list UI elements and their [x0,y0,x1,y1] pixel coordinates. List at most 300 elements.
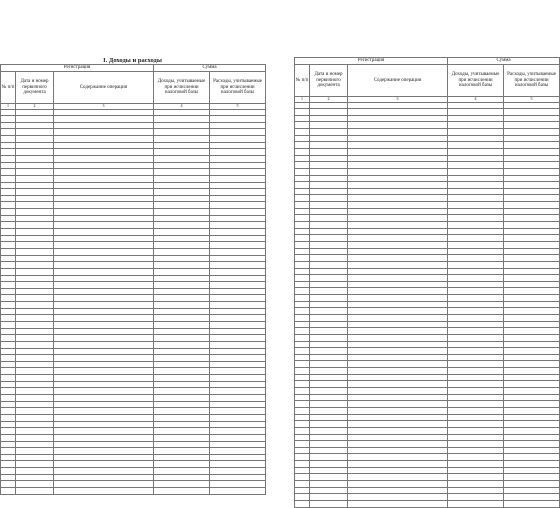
ledger-cell [504,202,560,209]
ledger-cell [54,235,154,242]
ledger-row [1,129,266,136]
ledger-cell [54,255,154,262]
ledger-cell [54,302,154,309]
ledger-cell [154,209,210,216]
ledger-cell [504,434,560,441]
ledger-cell [16,129,54,136]
ledger-cell [154,195,210,202]
ledger-cell [448,148,504,155]
ledger-cell [310,215,348,222]
ledger-cell [310,441,348,448]
ledger-cell [310,315,348,322]
ledger-cell [154,129,210,136]
ledger-cell [348,381,448,388]
ledger-cell [154,149,210,156]
ledger-cell [504,401,560,408]
ledger-row [1,109,266,116]
ledger-cell [504,122,560,129]
ledger-cell [295,275,310,282]
ledger-cell [310,295,348,302]
ledger-cell [295,467,310,474]
ledger-cell [295,268,310,275]
ledger-cell [54,229,154,236]
ledger-row [295,195,560,202]
ledger-cell [504,268,560,275]
ledger-cell [54,169,154,176]
ledger-cell [504,354,560,361]
ledger-cell [154,136,210,143]
ledger-cell [1,308,16,315]
col-number-4: 4 [448,97,504,103]
ledger-cell [504,275,560,282]
ledger-cell [54,381,154,388]
col-number-1: 1 [1,104,16,110]
ledger-cell [310,374,348,381]
ledger-cell [295,122,310,129]
ledger-cell [54,268,154,275]
ledger-row [295,315,560,322]
ledger-cell [448,129,504,136]
ledger-cell [448,434,504,441]
ledger-cell [295,228,310,235]
ledger-row [1,448,266,455]
ledger-cell [448,275,504,282]
ledger-cell [504,368,560,375]
ledger-row [1,381,266,388]
ledger-cell [448,261,504,268]
ledger-cell [348,328,448,335]
ledger-cell [16,454,54,461]
ledger-cell [448,368,504,375]
ledger-row [1,195,266,202]
ledger-cell [310,129,348,136]
ledger-cell [448,441,504,448]
ledger-cell [348,115,448,122]
ledger-cell [504,427,560,434]
ledger-cell [54,162,154,169]
ledger-cell [154,229,210,236]
ledger-cell [448,388,504,395]
ledger-cell [504,381,560,388]
ledger-cell [448,168,504,175]
ledger-cell [295,481,310,488]
ledger-cell [210,315,266,322]
ledger-cell [54,421,154,428]
ledger-row [1,268,266,275]
ledger-cell [154,348,210,355]
ledger-cell [448,202,504,209]
ledger-cell [310,328,348,335]
ledger-row [1,149,266,156]
ledger-cell [295,261,310,268]
ledger-cell [1,388,16,395]
ledger-cell [310,195,348,202]
ledger-row [1,454,266,461]
ledger-cell [310,248,348,255]
ledger-cell [16,215,54,222]
ledger-cell [154,275,210,282]
ledger-cell [54,222,154,229]
ledger-row [1,428,266,435]
ledger-cell [54,355,154,362]
ledger-cell [54,182,154,189]
ledger-cell [54,282,154,289]
ledger-cell [448,427,504,434]
ledger-cell [310,148,348,155]
ledger-cell [1,328,16,335]
ledger-cell [54,129,154,136]
ledger-cell [210,116,266,123]
ledger-cell [348,301,448,308]
ledger-cell [154,302,210,309]
ledger-cell [310,301,348,308]
ledger-cell [1,375,16,382]
ledger-row [1,122,266,129]
ledger-cell [154,308,210,315]
ledger-cell [310,361,348,368]
ledger-row [1,368,266,375]
ledger-cell [16,202,54,209]
ledger-cell [295,361,310,368]
ledger-cell [154,175,210,182]
ledger-cell [448,414,504,421]
ledger-cell [154,248,210,255]
ledger-row [1,375,266,382]
ledger-cell [295,461,310,468]
ledger-cell [448,454,504,461]
ledger-row [295,235,560,242]
ledger-cell [448,235,504,242]
ledger-cell [348,421,448,428]
col-header-document: Дата и номер первичного документа [310,65,348,97]
ledger-cell [504,182,560,189]
ledger-cell [1,189,16,196]
ledger-cell [16,288,54,295]
ledger-cell [54,468,154,475]
ledger-row [295,368,560,375]
ledger-cell [295,434,310,441]
ledger-cell [154,268,210,275]
ledger-cell [310,202,348,209]
ledger-cell [348,241,448,248]
ledger-cell [154,388,210,395]
ledger-cell [16,302,54,309]
ledger-row [1,421,266,428]
ledger-row [1,434,266,441]
ledger-cell [210,215,266,222]
ledger-cell [210,328,266,335]
ledger-cell [54,414,154,421]
ledger-cell [348,222,448,229]
ledger-row [1,282,266,289]
ledger-cell [504,228,560,235]
ledger-cell [310,487,348,494]
ledger-table-left [0,64,266,495]
ledger-cell [154,322,210,329]
ledger-cell [16,222,54,229]
group-header-registration: Регистрация [295,58,448,65]
ledger-cell [504,135,560,142]
ledger-cell [310,401,348,408]
ledger-cell [1,209,16,216]
ledger-cell [504,341,560,348]
ledger-cell [54,109,154,116]
ledger-cell [210,202,266,209]
ledger-cell [310,494,348,501]
ledger-cell [16,328,54,335]
ledger-cell [1,295,16,302]
ledger-cell [54,189,154,196]
ledger-cell [1,361,16,368]
ledger-cell [54,248,154,255]
ledger-cell [310,281,348,288]
ledger-row [1,322,266,329]
ledger-cell [1,395,16,402]
ledger-cell [16,361,54,368]
ledger-cell [348,481,448,488]
ledger-cell [295,354,310,361]
ledger-cell [310,182,348,189]
ledger-cell [16,481,54,488]
ledger-cell [210,355,266,362]
ledger-cell [448,328,504,335]
ledger-row [295,421,560,428]
ledger-row [295,414,560,421]
ledger-cell [310,228,348,235]
ledger-cell [210,222,266,229]
ledger-cell [310,122,348,129]
ledger-cell [448,461,504,468]
ledger-cell [348,414,448,421]
ledger-row [1,215,266,222]
ledger-row [1,441,266,448]
ledger-cell [504,109,560,116]
ledger-cell [295,188,310,195]
ledger-cell [54,434,154,441]
col-header-number: № п/п [295,65,310,97]
ledger-cell [448,142,504,149]
ledger-row [295,454,560,461]
ledger-cell [504,481,560,488]
ledger-cell [16,414,54,421]
ledger-cell [504,441,560,448]
ledger-cell [16,322,54,329]
ledger-row [295,188,560,195]
ledger-cell [16,315,54,322]
ledger-cell [348,374,448,381]
ledger-cell [295,321,310,328]
ledger-cell [210,361,266,368]
ledger-cell [504,129,560,136]
ledger-cell [295,248,310,255]
ledger-cell [54,474,154,481]
ledger-cell [154,109,210,116]
ledger-cell [504,447,560,454]
ledger-cell [348,308,448,315]
ledger-cell [16,169,54,176]
ledger-cell [295,135,310,142]
ledger-cell [448,195,504,202]
ledger-cell [348,182,448,189]
ledger-row [295,295,560,302]
ledger-cell [54,315,154,322]
ledger-cell [154,215,210,222]
ledger-cell [154,155,210,162]
ledger-cell [448,334,504,341]
ledger-cell [154,142,210,149]
ledger-cell [154,222,210,229]
ledger-cell [16,401,54,408]
ledger-cell [154,381,210,388]
ledger-cell [295,195,310,202]
col-header-income: Доходы, учитываемые при исчислении налоговой базы [448,65,504,97]
ledger-cell [154,202,210,209]
ledger-cell [504,148,560,155]
ledger-cell [154,328,210,335]
ledger-row [295,481,560,488]
ledger-cell [210,229,266,236]
ledger-cell [448,222,504,229]
ledger-row [295,401,560,408]
ledger-cell [210,375,266,382]
ledger-cell [210,136,266,143]
ledger-cell [348,135,448,142]
ledger-cell [54,481,154,488]
ledger-row [295,348,560,355]
ledger-cell [504,222,560,229]
ledger-row [1,209,266,216]
ledger-cell [448,188,504,195]
ledger-cell [348,255,448,262]
ledger-cell [348,401,448,408]
ledger-cell [54,288,154,295]
ledger-cell [154,335,210,342]
ledger-cell [310,354,348,361]
ledger-row [295,407,560,414]
ledger-cell [16,162,54,169]
ledger-row [1,202,266,209]
ledger-cell [348,168,448,175]
ledger-row [295,447,560,454]
ledger-row [1,302,266,309]
ledger-cell [1,136,16,143]
ledger-cell [16,388,54,395]
ledger-row [1,395,266,402]
ledger-cell [448,215,504,222]
ledger-cell [16,109,54,116]
ledger-cell [348,202,448,209]
ledger-cell [348,148,448,155]
ledger-row [1,262,266,269]
ledger-cell [295,235,310,242]
ledger-cell [310,255,348,262]
col-header-operation: Содержание операции [348,65,448,97]
col-header-expenses: Расходы, учитываемые при исчислении налоговой базы [210,72,266,104]
ledger-cell [154,428,210,435]
ledger-cell [210,488,266,495]
ledger-cell [1,302,16,309]
ledger-cell [295,441,310,448]
ledger-cell [310,288,348,295]
ledger-cell [348,388,448,395]
ledger-cell [295,388,310,395]
ledger-cell [54,401,154,408]
ledger-cell [348,361,448,368]
ledger-cell [310,467,348,474]
col-header-document: Дата и номер первичного документа [16,72,54,104]
ledger-cell [504,494,560,501]
ledger-cell [210,454,266,461]
ledger-cell [210,149,266,156]
ledger-cell [16,441,54,448]
ledger-cell [348,474,448,481]
ledger-cell [1,215,16,222]
ledger-cell [310,188,348,195]
ledger-cell [210,408,266,415]
ledger-row [295,308,560,315]
ledger-cell [310,241,348,248]
ledger-cell [1,255,16,262]
ledger-cell [310,368,348,375]
ledger-cell [448,109,504,116]
ledger-row [1,235,266,242]
ledger-cell [210,341,266,348]
ledger-cell [295,109,310,116]
ledger-row [295,135,560,142]
ledger-row [1,341,266,348]
ledger-cell [504,321,560,328]
ledger-cell [348,129,448,136]
ledger-cell [295,421,310,428]
ledger-cell [154,474,210,481]
ledger-cell [448,155,504,162]
col-number-5: 5 [504,97,560,103]
ledger-cell [1,275,16,282]
ledger-row [1,295,266,302]
ledger-cell [54,308,154,315]
ledger-cell [54,428,154,435]
ledger-cell [154,408,210,415]
ledger-cell [348,487,448,494]
ledger-cell [16,242,54,249]
ledger-cell [310,381,348,388]
ledger-cell [448,394,504,401]
ledger-cell [54,262,154,269]
ledger-cell [348,275,448,282]
ledger-cell [504,102,560,109]
ledger-cell [210,441,266,448]
ledger-cell [295,381,310,388]
ledger-cell [1,368,16,375]
ledger-cell [348,215,448,222]
ledger-cell [348,494,448,501]
ledger-row [295,394,560,401]
ledger-cell [504,374,560,381]
ledger-cell [448,115,504,122]
ledger-row [1,162,266,169]
ledger-cell [295,162,310,169]
ledger-cell [448,474,504,481]
ledger-cell [54,295,154,302]
ledger-cell [1,348,16,355]
ledger-cell [154,255,210,262]
ledger-cell [210,175,266,182]
ledger-cell [210,262,266,269]
ledger-cell [1,242,16,249]
ledger-cell [310,421,348,428]
col-number-2: 2 [310,97,348,103]
ledger-cell [154,361,210,368]
